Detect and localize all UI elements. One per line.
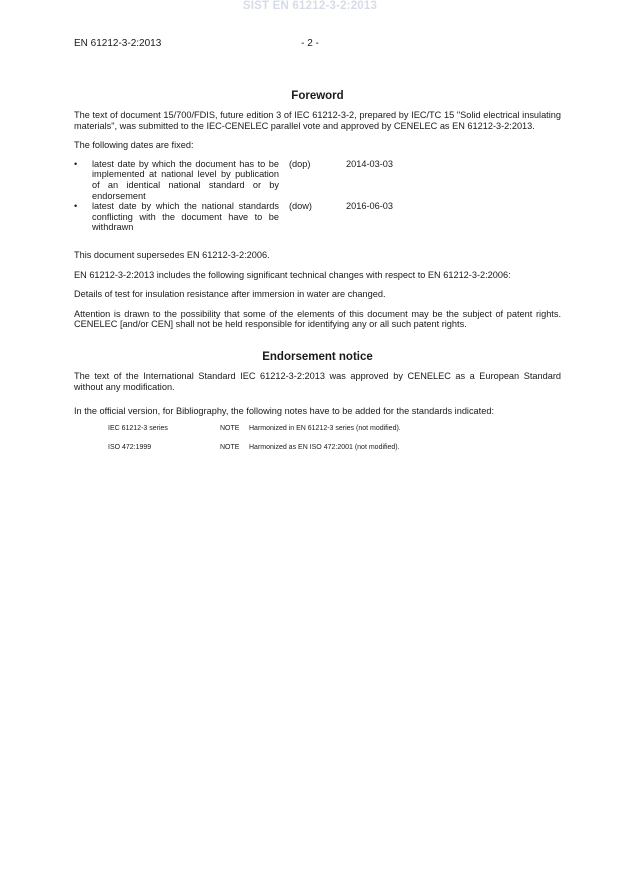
note-label: NOTE xyxy=(220,443,240,451)
endorsement-title: Endorsement notice xyxy=(262,350,373,363)
bullet-icon xyxy=(74,159,92,201)
note-standard: IEC 61212-3 series xyxy=(108,424,168,432)
date-item-code: (dop) xyxy=(289,158,311,169)
dates-list xyxy=(74,159,561,233)
supersedes-paragraph: This document supersedes EN 61212-3-2:2006. xyxy=(74,249,270,260)
document-body xyxy=(74,89,561,463)
details-paragraph: Details of test for insulation resistance after immersion in water are changed. xyxy=(74,289,386,300)
header-doc-id: EN 61212-3-2:2013 xyxy=(74,38,162,49)
changes-paragraph: EN 61212-3-2:2013 includes the following significant technical changes with respect to EN 61212-3-2:2006: xyxy=(74,269,511,280)
date-item-code: (dow) xyxy=(289,201,312,212)
note-text: Harmonized in EN 61212-3 series (not modified). xyxy=(249,424,401,432)
watermark: SIST EN 61212-3-2:2013 xyxy=(242,0,378,12)
foreword-title: Foreword xyxy=(291,90,344,102)
endorsement-text: The text of the International Standard IEC 61212-3-2:2013 was approved by CENELEC as a European Standard without any modification. xyxy=(74,370,561,392)
note-row xyxy=(108,444,561,452)
bibliography-intro: In the official version, for Bibliography, the following notes have to be added for the standards indicated: xyxy=(74,406,494,417)
note-text: Harmonized as EN ISO 472:2001 (not modified). xyxy=(249,443,400,451)
bullet-icon xyxy=(74,201,92,233)
date-item-dow xyxy=(74,201,561,233)
dates-intro: The following dates are fixed: xyxy=(74,140,194,151)
header-page-number: - 2 - xyxy=(301,38,319,49)
date-item-date: 2016-06-03 xyxy=(346,201,393,212)
note-row xyxy=(108,425,561,433)
date-item-text: latest date by which the document has to be implemented at national level by publication of an identical national standard or by endorsement xyxy=(92,158,279,201)
attention-paragraph: Attention is drawn to the possibility that some of the elements of this document may be the subject of patent rights. CENELEC [and/or CEN] shall not be held responsible for identifying any or all such patent rights. xyxy=(74,308,561,330)
note-standard: ISO 472:1999 xyxy=(108,443,152,451)
date-item-text: latest date by which the national standards conflicting with the document have to be withdrawn xyxy=(92,201,279,233)
bibliography-notes xyxy=(74,425,561,452)
date-item-date: 2014-03-03 xyxy=(346,158,393,169)
date-item-dop xyxy=(74,159,561,201)
foreword-intro: The text of document 15/700/FDIS, future edition 3 of IEC 61212-3-2, prepared by IEC/TC 15 "Solid electrical insulating materials", was submitted to the IEC-CENELEC parallel vote and approved by CENELEC as EN 61212-3-2:2013. xyxy=(74,110,561,131)
note-label: NOTE xyxy=(220,424,240,432)
